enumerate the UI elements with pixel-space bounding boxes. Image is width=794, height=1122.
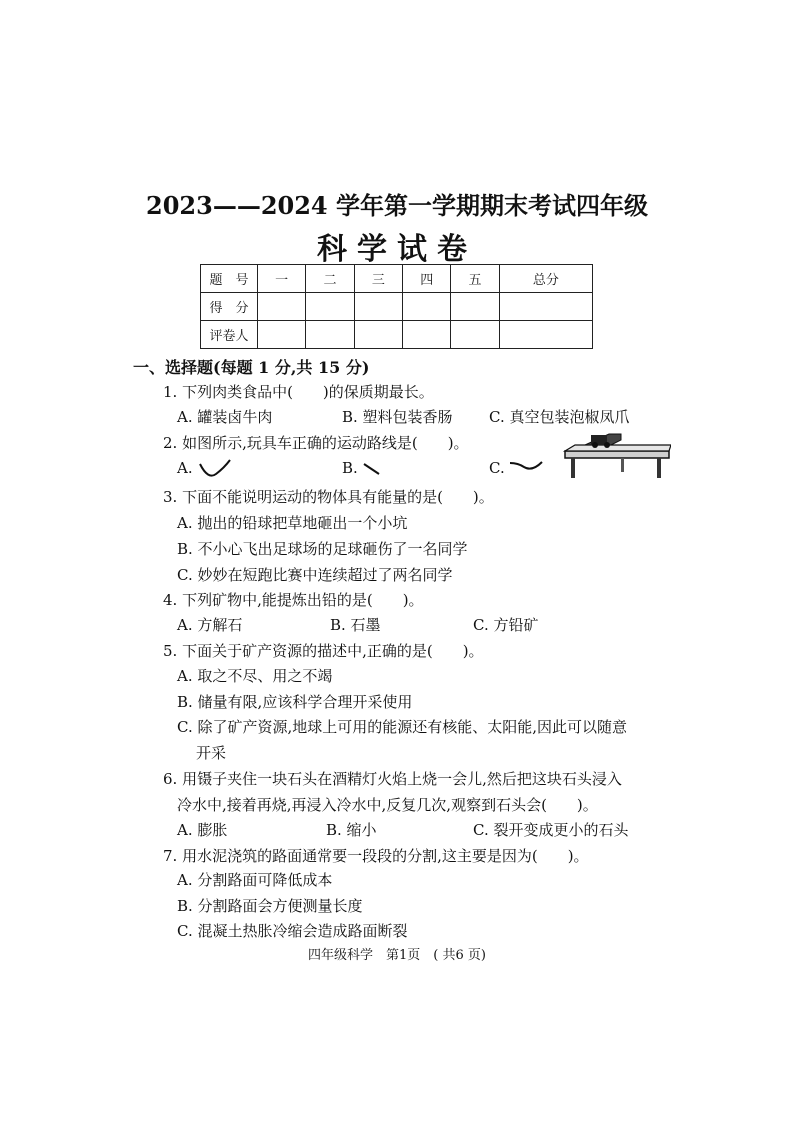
question-4-option-c: C. 方铅矿 (473, 616, 539, 634)
question-3-option-c: C. 妙妙在短跑比赛中连续超过了两名同学 (177, 566, 453, 584)
score-table-header-cell: 五 (451, 265, 499, 293)
question-5-option-a: A. 取之不尽、用之不竭 (177, 667, 333, 685)
score-table (200, 264, 593, 349)
question-7-option-c: C. 混凝土热胀冷缩会造成路面断裂 (177, 922, 408, 940)
question-4-option-b: B. 石墨 (330, 616, 381, 634)
question-5-stem: 5. 下面关于矿产资源的描述中,正确的是( )。 (163, 642, 484, 660)
grader-cell[interactable] (258, 321, 306, 349)
score-cell[interactable] (258, 293, 306, 321)
score-cell[interactable] (354, 293, 402, 321)
question-5-option-c-continued: 开采 (196, 744, 227, 762)
question-3-option-b: B. 不小心飞出足球场的足球砸伤了一名同学 (177, 540, 468, 558)
question-2-stem: 2. 如图所示,玩具车正确的运动路线是( )。 (163, 434, 469, 452)
score-cell[interactable] (451, 293, 499, 321)
score-cell[interactable] (403, 293, 451, 321)
grader-cell[interactable] (499, 321, 592, 349)
question-4-option-a: A. 方解石 (177, 616, 243, 634)
question-5-option-b: B. 储量有限,应该科学合理开采使用 (177, 693, 413, 711)
path-line-b-icon (362, 462, 382, 476)
question-2-option-c: C. (489, 459, 505, 477)
grader-row-label: 评卷人 (201, 321, 258, 349)
question-2-option-a: A. (177, 459, 193, 477)
score-table-header-row (201, 265, 593, 293)
question-6-option-b: B. 缩小 (326, 821, 377, 839)
section-heading: 一、选择题(每题 1 分,共 15 分) (133, 358, 370, 377)
question-6-option-c: C. 裂开变成更小的石头 (473, 821, 629, 839)
question-3-stem: 3. 下面不能说明运动的物体具有能量的是( )。 (163, 488, 494, 506)
exam-title-year: 2023——2024 学年第一学期期末考试四年级 (146, 191, 648, 220)
score-row-label: 得 分 (201, 293, 258, 321)
grader-cell[interactable] (354, 321, 402, 349)
grader-cell[interactable] (451, 321, 499, 349)
question-5-option-c: C. 除了矿产资源,地球上可用的能源还有核能、太阳能,因此可以随意 (177, 718, 628, 736)
question-1-option-c: C. 真空包装泡椒凤爪 (489, 408, 630, 426)
score-table-header-cell: 二 (306, 265, 354, 293)
question-1-option-a: A. 罐装卤牛肉 (177, 408, 273, 426)
score-table-row (201, 321, 593, 349)
score-cell[interactable] (499, 293, 592, 321)
score-table-header-cell: 题 号 (201, 265, 258, 293)
grader-cell[interactable] (403, 321, 451, 349)
toy-car-on-table-illustration (563, 431, 671, 479)
question-7-option-a: A. 分割路面可降低成本 (177, 871, 333, 889)
score-table-header-cell: 四 (403, 265, 451, 293)
question-6-stem: 6. 用镊子夹住一块石头在酒精灯火焰上烧一会儿,然后把这块石头浸入 (163, 770, 622, 788)
question-3-option-a: A. 抛出的铅球把草地砸出一个小坑 (177, 514, 408, 532)
path-wave-c-icon (508, 458, 544, 478)
score-table-header-cell: 三 (354, 265, 402, 293)
question-7-stem: 7. 用水泥浇筑的路面通常要一段段的分割,这主要是因为( )。 (163, 847, 589, 865)
score-cell[interactable] (306, 293, 354, 321)
question-4-stem: 4. 下列矿物中,能提炼出铅的是( )。 (163, 591, 424, 609)
page-footer: 四年级科学 第1页 ( 共6 页) (308, 948, 486, 963)
question-1-option-b: B. 塑料包装香肠 (342, 408, 453, 426)
question-2-option-b: B. (342, 459, 358, 477)
question-6-option-a: A. 膨胀 (177, 821, 228, 839)
exam-title-subject: 科学试卷 (317, 232, 477, 267)
question-7-option-b: B. 分割路面会方便测量长度 (177, 897, 363, 915)
path-curve-a-icon (198, 458, 232, 480)
grader-cell[interactable] (306, 321, 354, 349)
score-table-row (201, 293, 593, 321)
score-table-header-cell: 总分 (499, 265, 592, 293)
question-1-stem: 1. 下列肉类食品中( )的保质期最长。 (163, 383, 434, 401)
question-6-stem-continued: 冷水中,接着再烧,再浸入冷水中,反复几次,观察到石头会( )。 (177, 796, 598, 814)
score-table-header-cell: 一 (258, 265, 306, 293)
